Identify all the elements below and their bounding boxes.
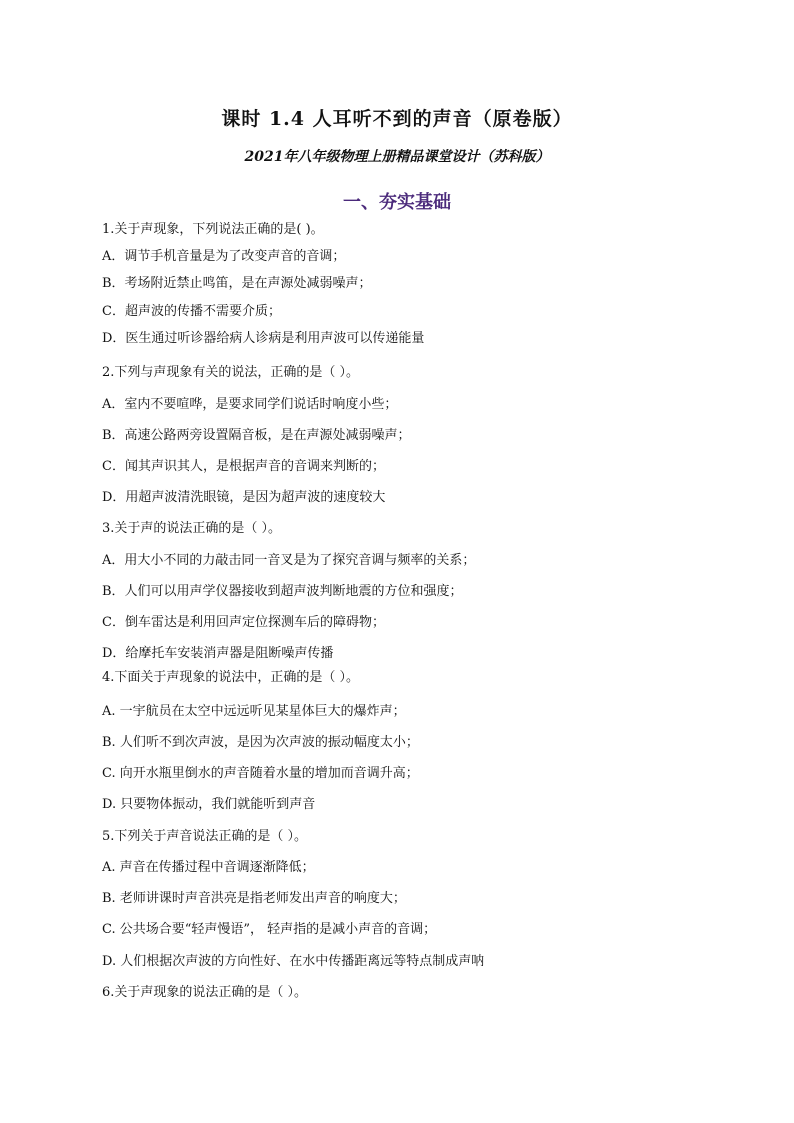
document-title: 课时 1.4 人耳听不到的声音（原卷版） xyxy=(221,108,573,130)
question-2-stem: 2.下列与声现象有关的说法，正确的是（ ）。 xyxy=(102,365,360,380)
question-4-option-d: D. 只要物体振动，我们就能听到声音 xyxy=(102,797,316,812)
question-5-option-b: B. 老师讲课时声音洪亮是指老师发出声音的响度大； xyxy=(102,891,406,906)
question-1-option-a: A．调节手机音量是为了改变声音的音调； xyxy=(102,249,346,264)
question-4-stem: 4.下面关于声现象的说法中，正确的是（ ）。 xyxy=(102,670,360,685)
question-5-option-d: D. 人们根据次声波的方向性好、在水中传播距离远等特点制成声呐 xyxy=(102,954,485,969)
question-4-option-c: C. 向开水瓶里倒水的声音随着水量的增加而音调升高； xyxy=(102,766,419,781)
question-3-option-b: B．人们可以用声学仪器接收到超声波判断地震的方位和强度； xyxy=(102,584,463,599)
question-4-option-b: B. 人们听不到次声波，是因为次声波的振动幅度太小； xyxy=(102,735,419,750)
question-1-option-c: C．超声波的传播不需要介质； xyxy=(102,304,281,319)
question-5-option-a: A. 声音在传播过程中音调逐渐降低； xyxy=(102,860,315,875)
question-2-option-a: A．室内不要喧哗，是要求同学们说话时响度小些； xyxy=(102,397,398,412)
document-subtitle: 2021年八年级物理上册精品课堂设计（苏科版） xyxy=(244,149,550,165)
question-1-stem: 1.关于声现象，下列说法正确的是( )。 xyxy=(102,222,324,237)
question-1-option-b: B．考场附近禁止鸣笛，是在声源处减弱噪声； xyxy=(102,276,372,291)
question-1-option-d: D．医生通过听诊器给病人诊病是利用声波可以传递能量 xyxy=(102,331,425,346)
question-5-option-c: C. 公共场合要“轻声慢语”， 轻声指的是减小声音的音调； xyxy=(102,922,437,937)
question-2-option-c: C．闻其声识其人，是根据声音的音调来判断的； xyxy=(102,459,385,474)
question-4-option-a: A. 一宇航员在太空中远远听见某星体巨大的爆炸声； xyxy=(102,704,406,719)
question-6-stem: 6.关于声现象的说法正确的是（ ）。 xyxy=(102,985,308,1000)
question-3-option-a: A．用大小不同的力敲击同一音叉是为了探究音调与频率的关系； xyxy=(102,553,476,568)
question-3-option-c: C．倒车雷达是利用回声定位探测车后的障碍物； xyxy=(102,615,385,630)
question-3-option-d: D．给摩托车安装消声器是阻断噪声传播 xyxy=(102,646,334,661)
question-2-option-b: B．高速公路两旁设置隔音板，是在声源处减弱噪声； xyxy=(102,428,411,443)
question-5-stem: 5.下列关于声音说法正确的是（ ）。 xyxy=(102,829,308,844)
section-heading: 一、夯实基础 xyxy=(343,192,451,213)
question-3-stem: 3.关于声的说法正确的是（ ）。 xyxy=(102,521,282,536)
question-2-option-d: D．用超声波清洗眼镜，是因为超声波的速度较大 xyxy=(102,490,386,505)
